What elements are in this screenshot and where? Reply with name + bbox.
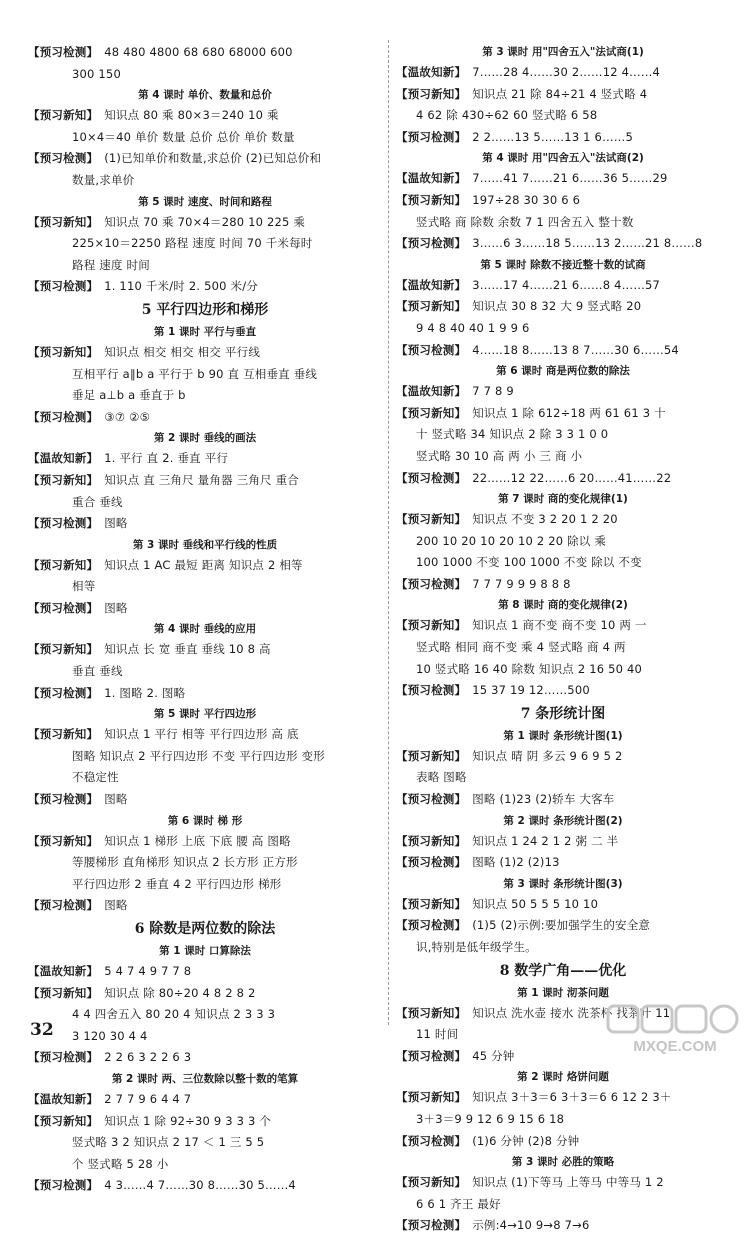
- answer-text: 4……18 8……13 8 7……30 6……54: [472, 342, 679, 357]
- answer-text: 7 7 7 9 9 9 8 8 8: [472, 576, 571, 591]
- answer-text: 4 62 除 430÷62 60 竖式略 6 58: [416, 108, 598, 123]
- answer-line: [396, 852, 730, 874]
- section-label: 【预习新知】: [396, 512, 467, 527]
- lesson-heading: 第 3 课时 垂线和平行线的性质: [132, 538, 278, 551]
- answer-text: 相等: [72, 579, 96, 594]
- answer-line: [396, 168, 730, 190]
- answer-line: [28, 1004, 382, 1026]
- section-label: 【预习检测】: [396, 792, 467, 807]
- answer-line: [28, 576, 382, 598]
- answer-line: [28, 1132, 382, 1154]
- answer-text: 知识点 1 平行 相等 平行四边形 高 底: [104, 727, 299, 742]
- section-label: 【预习新知】: [28, 557, 99, 572]
- lesson-heading: 第 5 课时 平行四边形: [153, 708, 257, 721]
- answer-text: 图略: [104, 792, 128, 807]
- answer-text: (1)已知单价和数量,求总价 (2)已知总价和: [104, 151, 322, 166]
- answer-line: [396, 403, 730, 425]
- answer-text: 3 120 30 4 4: [72, 1028, 148, 1043]
- answer-line: [396, 1109, 730, 1131]
- section-label: 【预习新知】: [28, 214, 99, 229]
- section-label: 【预习检测】: [28, 898, 99, 913]
- section-label: 【预习检测】: [396, 918, 467, 933]
- answer-line: [396, 937, 730, 959]
- lesson-heading: 第 3 课时 用"四舍五入"法试商(1): [482, 46, 644, 58]
- answer-line: [28, 170, 382, 192]
- answer-text: 知识点 洗水壶 接水 洗茶杯 找茶叶 11: [472, 1005, 671, 1020]
- answer-text: 4 3……4 7……30 8……30 5……4: [104, 1178, 296, 1193]
- lesson-heading: 第 4 课时 单价、数量和总价: [138, 89, 272, 102]
- answer-line: [396, 190, 730, 212]
- answer-line: [28, 1175, 382, 1197]
- column-divider: [388, 40, 389, 1025]
- section-label: 【预习新知】: [28, 642, 99, 657]
- chapter-heading: 8 数学广角——优化: [499, 962, 627, 979]
- answer-text: 知识点 不变 3 2 20 1 2 20: [472, 512, 618, 527]
- section-label: 【预习检测】: [396, 576, 467, 591]
- answer-text: 竖式略 商 除数 余数 7 1 四舍五入 整十数: [416, 214, 634, 229]
- answer-line: [396, 659, 730, 681]
- answer-line: [396, 62, 730, 84]
- answer-text: 知识点 直 三角尺 量角器 三角尺 重合: [104, 472, 299, 487]
- answer-line: [396, 340, 730, 362]
- lesson-heading: 第 3 课时 必胜的策略: [511, 1156, 615, 1169]
- answer-line: [28, 233, 382, 255]
- answer-text: 45 分钟: [472, 1048, 515, 1063]
- answer-line: [28, 407, 382, 429]
- answer-line: [396, 509, 730, 531]
- answer-line: [28, 831, 382, 853]
- answer-line: [396, 1087, 730, 1109]
- answer-text: 1. 110 千米/时 2. 500 米/分: [104, 279, 258, 294]
- right-column: [396, 42, 730, 1237]
- answer-text: 路程 速度 时间: [72, 257, 150, 272]
- answer-line: [28, 127, 382, 149]
- answer-text: 表略 图略: [416, 770, 467, 785]
- answer-text: 7……28 4……30 2……12 4……4: [472, 65, 661, 79]
- answer-text: 5 4 7 4 9 7 7 8: [104, 964, 192, 978]
- answer-text: 知识点 3＋3＝6 3＋3＝6 6 12 2 3＋: [472, 1090, 672, 1105]
- answer-line: [396, 915, 730, 937]
- lesson-heading: 第 8 课时 商的变化规律(2): [498, 599, 628, 612]
- answer-text: 个 竖式略 5 28 小: [72, 1156, 169, 1171]
- lesson-heading: 第 2 课时 两、三位数除以整十数的笔算: [111, 1072, 299, 1085]
- answer-text: 4 4 四舍五入 80 20 4 知识点 2 3 3 3: [72, 1007, 276, 1022]
- answer-line: [396, 105, 730, 127]
- answer-line: [396, 680, 730, 702]
- answer-line: [396, 212, 730, 234]
- answer-text: 2 2 6 3 2 2 6 3: [104, 1050, 192, 1065]
- answer-line: [396, 574, 730, 596]
- answer-text: 22……12 22……6 20……41……22: [472, 470, 672, 485]
- answer-line: [396, 296, 730, 318]
- section-label: 【预习检测】: [396, 470, 467, 485]
- section-label: 【预习检测】: [28, 792, 99, 807]
- answer-line: [396, 446, 730, 468]
- section-label: 【预习检测】: [28, 151, 99, 166]
- answer-line: [396, 1172, 730, 1194]
- answer-text: 图略 (1)23 (2)轿车 大客车: [472, 792, 615, 807]
- page-number: 32: [30, 1020, 54, 1040]
- answer-text: 48 480 4800 68 680 68000 600: [104, 45, 293, 59]
- answer-text: 9 4 8 40 40 1 9 9 6: [416, 320, 530, 335]
- answer-line: [396, 831, 730, 853]
- answer-text: 知识点 1 梯形 上底 下底 腰 高 图略: [104, 833, 291, 848]
- section-label: 【温故知新】: [396, 171, 467, 186]
- section-label: 【预习新知】: [28, 344, 99, 359]
- left-column: [28, 42, 382, 1197]
- section-label: 【预习新知】: [28, 833, 99, 848]
- answer-line: [28, 385, 382, 407]
- answer-text: 200 10 20 10 20 10 2 20 除以 乘: [416, 533, 607, 548]
- answer-line: [396, 318, 730, 340]
- answer-line: [28, 105, 382, 127]
- answer-text: 6 6 1 齐王 最好: [416, 1196, 501, 1211]
- answer-text: 图略 知识点 2 平行四边形 不变 平行四边形 变形: [72, 748, 325, 763]
- section-label: 【温故知新】: [28, 1091, 99, 1106]
- section-label: 【温故知新】: [396, 65, 467, 79]
- section-label: 【预习新知】: [396, 192, 467, 207]
- answer-text: 识,特别是低年级学生。: [416, 940, 537, 954]
- answer-text: 图略: [104, 898, 128, 913]
- answer-text: 图略: [104, 600, 128, 615]
- section-label: 【预习新知】: [396, 618, 467, 633]
- section-label: 【预习新知】: [28, 108, 99, 123]
- answer-line: [28, 1047, 382, 1069]
- answer-line: [28, 470, 382, 492]
- section-label: 【预习检测】: [396, 129, 467, 144]
- answer-text: 知识点 1 AC 最短 距离 知识点 2 相等: [104, 557, 303, 572]
- answer-line: [396, 894, 730, 916]
- lesson-heading: 第 2 课时 垂线的画法: [153, 432, 257, 445]
- answer-line: [28, 212, 382, 234]
- answer-line: [396, 637, 730, 659]
- answer-text: 互相平行 a∥b a 平行于 b 90 直 互相垂直 垂线: [72, 366, 318, 381]
- answer-text: 垂足 a⊥b a 垂直于 b: [72, 388, 186, 403]
- answer-line: [28, 895, 382, 917]
- answer-text: 1. 图略 2. 图略: [104, 685, 186, 700]
- answer-text: 3＋3＝9 9 12 6 9 15 6 18: [416, 1111, 565, 1126]
- section-label: 【预习新知】: [28, 472, 99, 487]
- section-label: 【预习检测】: [28, 600, 99, 615]
- chapter-heading: 6 除数是两位数的除法: [134, 921, 276, 937]
- answer-line: [396, 1215, 730, 1237]
- lesson-heading: 第 4 课时 垂线的应用: [153, 623, 257, 636]
- section-label: 【预习检测】: [28, 45, 99, 59]
- answer-line: [396, 746, 730, 768]
- answer-line: [28, 746, 382, 768]
- answer-text: 知识点 相交 相交 相交 平行线: [104, 344, 261, 359]
- chapter-heading: 7 条形统计图: [520, 705, 606, 722]
- section-label: 【预习新知】: [396, 405, 467, 420]
- section-label: 【预习检测】: [28, 409, 99, 424]
- answer-text: 竖式略 相同 商不变 乘 4 竖式略 商 4 两: [416, 640, 626, 655]
- answer-text: 知识点 30 8 32 大 9 竖式略 20: [472, 299, 642, 314]
- answer-line: [396, 615, 730, 637]
- answer-line: [396, 381, 730, 403]
- lesson-heading: 第 6 课时 梯 形: [167, 814, 243, 827]
- answer-line: [28, 148, 382, 170]
- answer-text: 1. 平行 直 2. 垂直 平行: [104, 451, 229, 466]
- answer-line: [396, 84, 730, 106]
- answer-text: 197÷28 30 30 6 6: [472, 192, 581, 207]
- section-label: 【预习新知】: [396, 1175, 467, 1190]
- answer-text: 等腰梯形 直角梯形 知识点 2 长方形 正方形: [72, 855, 298, 870]
- section-label: 【温故知新】: [28, 451, 99, 466]
- answer-text: (1)6 分钟 (2)8 分钟: [472, 1133, 580, 1148]
- answer-text: 15 37 19 12……500: [472, 683, 590, 698]
- lesson-heading: 第 1 课时 条形统计图(1): [503, 729, 623, 742]
- answer-text: 知识点 1 除 612÷18 两 61 61 3 十: [472, 405, 666, 420]
- section-label: 【温故知新】: [396, 384, 467, 399]
- answer-line: [396, 552, 730, 574]
- answer-text: 知识点 除 80÷20 4 8 2 8 2: [104, 985, 256, 1000]
- answer-text: 数量,求单价: [72, 172, 135, 187]
- answer-text: 不稳定性: [72, 770, 119, 785]
- section-label: 【预习新知】: [28, 985, 99, 1000]
- answer-line: [28, 598, 382, 620]
- answer-line: [28, 767, 382, 789]
- section-label: 【预习新知】: [396, 86, 467, 101]
- lesson-heading: 第 5 课时 速度、时间和路程: [138, 195, 272, 208]
- answer-text: 10×4＝40 单价 数量 总价 总价 单价 数量: [72, 129, 295, 144]
- watermark-text: MXQE.COM: [633, 1038, 717, 1055]
- section-label: 【预习检测】: [28, 685, 99, 700]
- answer-line: [28, 276, 382, 298]
- answer-text: 十 竖式略 34 知识点 2 除 3 3 1 0 0: [416, 427, 609, 442]
- answer-line: [396, 275, 730, 297]
- answer-text: 知识点 晴 阴 多云 9 6 9 5 2: [472, 748, 623, 763]
- answer-line: [28, 342, 382, 364]
- section-label: 【预习新知】: [396, 748, 467, 763]
- answer-line: [28, 983, 382, 1005]
- answer-text: 知识点 长 宽 垂直 垂线 10 8 高: [104, 642, 271, 657]
- answer-line: [28, 661, 382, 683]
- section-label: 【预习检测】: [396, 683, 467, 698]
- answer-text: 3……6 3……18 5……13 2……21 8……8: [472, 236, 703, 251]
- lesson-heading: 第 7 课时 商的变化规律(1): [498, 493, 628, 506]
- lesson-heading: 第 6 课时 商是两位数的除法: [496, 365, 630, 378]
- section-label: 【预习新知】: [396, 1090, 467, 1105]
- answer-line: [28, 513, 382, 535]
- section-label: 【温故知新】: [28, 964, 99, 978]
- answer-text: 知识点 50 5 5 5 10 10: [472, 896, 599, 911]
- section-label: 【预习检测】: [28, 1050, 99, 1065]
- answer-line: [28, 683, 382, 705]
- answer-line: [396, 468, 730, 490]
- answer-line: [396, 1194, 730, 1216]
- answer-line: [28, 874, 382, 896]
- answer-line: [28, 1089, 382, 1111]
- lesson-heading: 第 2 课时 烙饼问题: [517, 1071, 609, 1084]
- answer-text: 知识点 (1)下等马 上等马 中等马 1 2: [472, 1175, 664, 1190]
- answer-text: 竖式略 30 10 高 两 小 三 商 小: [416, 448, 583, 463]
- section-label: 【预习检测】: [396, 1048, 467, 1063]
- answer-line: [28, 1026, 382, 1048]
- section-label: 【预习新知】: [28, 727, 99, 742]
- answer-text: 225×10＝2250 路程 速度 时间 70 千米每时: [72, 236, 313, 251]
- section-label: 【预习新知】: [28, 1113, 99, 1128]
- answer-line: [28, 724, 382, 746]
- section-label: 【预习检测】: [28, 516, 99, 531]
- section-label: 【预习检测】: [396, 1133, 467, 1148]
- answer-text: 重合 垂线: [72, 494, 123, 509]
- answer-text: 2 2……13 5……13 1 6……5: [472, 129, 633, 144]
- answer-line: [28, 789, 382, 811]
- answer-text: 2 7 7 9 6 4 4 7: [104, 1091, 192, 1106]
- answer-line: [28, 555, 382, 577]
- answer-line: [396, 531, 730, 553]
- answer-line: [28, 1111, 382, 1133]
- lesson-heading: 第 4 课时 用"四舍五入"法试商(2): [482, 152, 644, 165]
- answer-line: [28, 448, 382, 470]
- answer-text: 图略: [104, 516, 128, 531]
- answer-line: [396, 789, 730, 811]
- answer-line: [396, 127, 730, 149]
- answer-text: 知识点 1 除 92÷30 9 3 3 3 个: [104, 1113, 272, 1128]
- section-label: 【预习新知】: [396, 896, 467, 911]
- chapter-heading: 5 平行四边形和梯形: [141, 301, 269, 318]
- answer-text: 300 150: [72, 66, 121, 81]
- lesson-heading: 第 1 课时 口算除法: [159, 945, 251, 957]
- lesson-heading: 第 5 课时 除数不接近整十数的试商: [480, 258, 646, 271]
- answer-text: 知识点 1 24 2 1 2 粥 二 半: [472, 833, 619, 848]
- answer-text: 图略 (1)2 (2)13: [472, 855, 560, 870]
- watermark-logo: [604, 1002, 746, 1056]
- section-label: 【温故知新】: [396, 277, 467, 292]
- answer-line: [28, 42, 382, 64]
- section-label: 【预习检测】: [28, 1178, 99, 1193]
- answer-line: [28, 64, 382, 86]
- answer-text: (1)5 (2)示例:要加强学生的安全意: [472, 918, 651, 933]
- answer-line: [28, 492, 382, 514]
- answer-line: [28, 364, 382, 386]
- lesson-heading: 第 1 课时 平行与垂直: [153, 325, 257, 338]
- answer-text: 100 1000 不变 100 1000 不变 除以 不变: [416, 555, 642, 570]
- answer-text: 平行四边形 2 垂直 4 2 平行四边形 梯形: [72, 876, 282, 891]
- answer-text: 7……41 7……21 6……36 5……29: [472, 171, 668, 186]
- answer-text: 知识点 80 乘 80×3＝240 10 乘: [104, 108, 279, 123]
- section-label: 【预习检测】: [396, 855, 467, 870]
- answer-line: [28, 1154, 382, 1176]
- answer-text: 垂直 垂线: [72, 664, 123, 679]
- answer-line: [28, 961, 382, 983]
- answer-text: 10 竖式略 16 40 除数 知识点 2 16 50 40: [416, 661, 643, 676]
- answer-line: [396, 767, 730, 789]
- answer-text: ③⑦ ②⑤: [104, 409, 151, 424]
- answer-line: [396, 424, 730, 446]
- section-label: 【预习检测】: [396, 1218, 467, 1233]
- lesson-heading: 第 1 课时 沏茶问题: [517, 986, 609, 999]
- answer-text: 竖式略 3 2 知识点 2 17 ＜ 1 三 5 5: [72, 1135, 265, 1150]
- section-label: 【预习检测】: [28, 279, 99, 294]
- answer-text: 11 时间: [416, 1027, 459, 1042]
- answer-text: 知识点 1 商不变 商不变 10 两 一: [472, 618, 647, 633]
- lesson-heading: 第 2 课时 条形统计图(2): [503, 814, 623, 827]
- section-label: 【预习检测】: [396, 342, 467, 357]
- answer-text: 知识点 70 乘 70×4＝280 10 225 乘: [104, 214, 306, 229]
- section-label: 【预习新知】: [396, 1005, 467, 1020]
- answer-line: [28, 852, 382, 874]
- answer-text: 知识点 21 除 84÷21 4 竖式略 4: [472, 86, 648, 101]
- section-label: 【预习检测】: [396, 236, 467, 251]
- answer-text: 3……17 4……21 6……8 4……57: [472, 277, 661, 292]
- answer-line: [396, 233, 730, 255]
- answer-line: [396, 1131, 730, 1153]
- answer-text: 7 7 8 9: [472, 384, 514, 399]
- section-label: 【预习新知】: [396, 299, 467, 314]
- answer-line: [28, 639, 382, 661]
- answer-line: [28, 255, 382, 277]
- section-label: 【预习新知】: [396, 833, 467, 848]
- answer-text: 示例:4→10 9→8 7→6: [472, 1218, 590, 1233]
- lesson-heading: 第 3 课时 条形统计图(3): [503, 877, 623, 890]
